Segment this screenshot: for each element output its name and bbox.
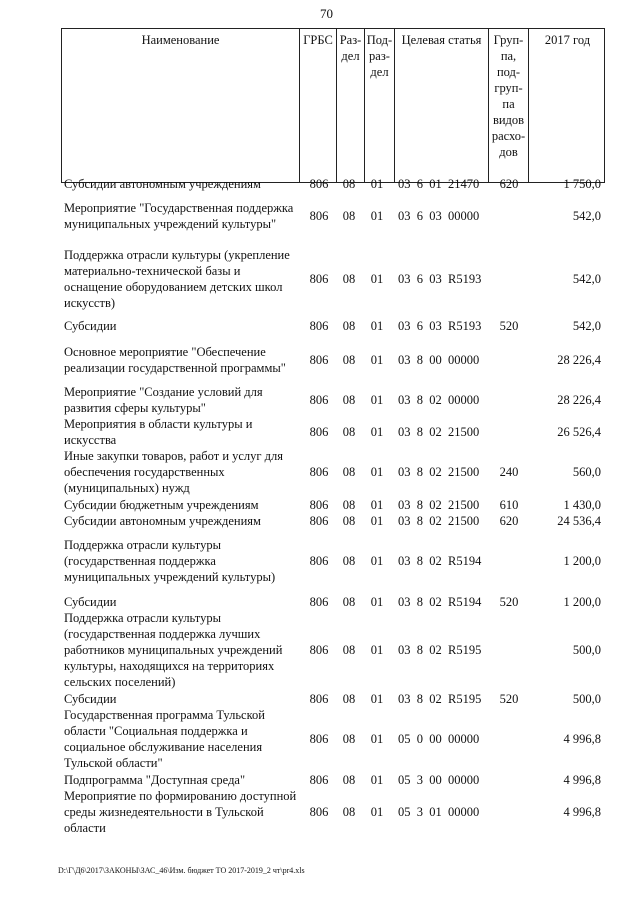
row-grbs: 806 <box>309 595 329 609</box>
row-grbs: 806 <box>309 773 329 787</box>
table-row <box>61 788 605 836</box>
row-value: 1 200,0 <box>563 595 601 609</box>
row-razdel: 08 <box>342 272 356 286</box>
table-row <box>61 691 605 707</box>
table-row <box>61 176 605 192</box>
row-grbs: 806 <box>309 514 329 528</box>
row-cs: 03 8 02 R5195 <box>398 643 482 657</box>
row-cs: 03 8 02 21500 <box>398 514 480 528</box>
row-cs: 03 8 02 R5194 <box>398 554 482 568</box>
row-grbs: 806 <box>309 643 329 657</box>
row-vr: 520 <box>499 319 519 333</box>
row-cs: 05 3 01 00000 <box>398 805 480 819</box>
row-grbs: 806 <box>309 177 329 191</box>
row-value: 4 996,8 <box>563 805 601 819</box>
row-vr <box>491 772 527 788</box>
row-grbs: 806 <box>309 554 329 568</box>
row-value: 4 996,8 <box>563 773 601 787</box>
row-vr <box>491 537 527 585</box>
table-row <box>61 448 605 496</box>
row-grbs: 806 <box>309 465 329 479</box>
header-cs: Целевая статья <box>394 29 488 182</box>
row-podrazdel: 01 <box>370 773 384 787</box>
page-number: 70 <box>320 6 333 21</box>
row-name: Субсидии <box>64 319 117 333</box>
row-value: 28 226,4 <box>557 353 601 367</box>
row-name: Мероприятие "Создание условий для развития сферы культуры" <box>64 385 263 415</box>
row-value: 1 750,0 <box>563 177 601 191</box>
row-value: 560,0 <box>572 465 601 479</box>
row-cs: 03 8 02 21500 <box>398 465 480 479</box>
table-row <box>61 384 605 416</box>
row-grbs: 806 <box>309 425 329 439</box>
row-cs: 03 6 01 21470 <box>398 177 480 191</box>
table-row <box>61 192 605 240</box>
row-value: 4 996,8 <box>563 732 601 746</box>
row-grbs: 806 <box>309 272 329 286</box>
row-value: 24 536,4 <box>557 514 601 528</box>
row-podrazdel: 01 <box>370 514 384 528</box>
row-podrazdel: 01 <box>370 465 384 479</box>
row-cs: 03 8 02 R5195 <box>398 692 482 706</box>
row-name: Субсидии автономным учреждениям <box>64 177 261 191</box>
row-grbs: 806 <box>309 692 329 706</box>
row-value: 26 526,4 <box>557 425 601 439</box>
row-grbs: 806 <box>309 353 329 367</box>
row-value: 1 200,0 <box>563 554 601 568</box>
row-name: Мероприятия в области культуры и искусства <box>64 417 253 447</box>
row-vr: 520 <box>499 692 519 706</box>
row-vr: 610 <box>499 498 519 512</box>
table-row <box>61 513 605 529</box>
row-cs: 03 8 02 21500 <box>398 425 480 439</box>
header-name: Наименование <box>141 33 220 47</box>
table-row <box>61 707 605 771</box>
table-row <box>61 772 605 788</box>
row-cs: 03 8 02 R5194 <box>398 595 482 609</box>
row-cs: 05 3 00 00000 <box>398 773 480 787</box>
row-name: Мероприятие "Государственная поддержка муниципальных учреждений культуры" <box>64 201 294 231</box>
row-name: Поддержка отрасли культуры (государственная поддержка муниципальных учреждений культуры) <box>64 538 276 584</box>
row-razdel: 08 <box>342 554 356 568</box>
table-row <box>61 416 605 448</box>
row-podrazdel: 01 <box>370 425 384 439</box>
table-row <box>61 497 605 513</box>
row-vr <box>491 246 527 312</box>
row-value: 542,0 <box>572 272 601 286</box>
table-row <box>61 344 605 376</box>
row-podrazdel: 01 <box>370 554 384 568</box>
header-razdel: Раз- дел <box>336 29 364 182</box>
row-razdel: 08 <box>342 177 356 191</box>
row-value: 500,0 <box>572 643 601 657</box>
row-vr <box>491 610 527 690</box>
table-row <box>61 610 605 690</box>
row-podrazdel: 01 <box>370 805 384 819</box>
row-cs: 03 6 03 R5193 <box>398 319 482 333</box>
row-razdel: 08 <box>342 353 356 367</box>
row-name: Подпрограмма "Доступная среда" <box>64 773 246 787</box>
row-grbs: 806 <box>309 805 329 819</box>
row-razdel: 08 <box>342 692 356 706</box>
row-cs: 03 8 02 21500 <box>398 498 480 512</box>
row-cs: 05 0 00 00000 <box>398 732 480 746</box>
row-podrazdel: 01 <box>370 177 384 191</box>
header-grbs: ГРБС <box>299 29 336 182</box>
row-vr: 620 <box>499 514 519 528</box>
row-razdel: 08 <box>342 732 356 746</box>
row-razdel: 08 <box>342 465 356 479</box>
row-podrazdel: 01 <box>370 353 384 367</box>
row-podrazdel: 01 <box>370 209 384 223</box>
header-year: 2017 год <box>528 29 606 182</box>
row-podrazdel: 01 <box>370 692 384 706</box>
row-name: Иные закупки товаров, работ и услуг для обеспечения государственных (муниципальных) нужд <box>64 449 284 495</box>
row-vr <box>491 416 527 448</box>
row-podrazdel: 01 <box>370 272 384 286</box>
row-razdel: 08 <box>342 805 356 819</box>
row-razdel: 08 <box>342 514 356 528</box>
row-name: Основное мероприятие "Обеспечение реализации государственной программы" <box>64 345 286 375</box>
header-vr: Груп- па, под- груп- па видов расхо- дов <box>488 29 528 182</box>
table-header <box>61 28 605 183</box>
row-grbs: 806 <box>309 393 329 407</box>
header-podrazdel: Под- раз- дел <box>364 29 394 182</box>
row-razdel: 08 <box>342 595 356 609</box>
table-row <box>61 318 605 334</box>
row-name: Субсидии <box>64 595 117 609</box>
row-razdel: 08 <box>342 498 356 512</box>
table-row <box>61 594 605 610</box>
row-grbs: 806 <box>309 732 329 746</box>
row-vr <box>491 344 527 376</box>
row-vr: 520 <box>499 595 519 609</box>
row-razdel: 08 <box>342 425 356 439</box>
row-vr: 240 <box>499 465 519 479</box>
row-name: Мероприятие по формированию доступной среды жизнедеятельности в Тульской области <box>64 789 297 835</box>
row-podrazdel: 01 <box>370 393 384 407</box>
row-name: Поддержка отрасли культуры (укрепление материально-технической базы и оснащение оборудованием детских школ искусств) <box>64 248 290 310</box>
row-vr <box>491 192 527 240</box>
row-vr: 620 <box>499 177 519 191</box>
row-value: 1 430,0 <box>563 498 601 512</box>
row-podrazdel: 01 <box>370 595 384 609</box>
row-name: Государственная программа Тульской области "Социальная поддержка и социальное обслуживание населения Тульской области" <box>64 708 265 770</box>
row-name: Поддержка отрасли культуры (государственная поддержка лучших работников муниципальных учреждений культуры, находящихся на территориях сельских поселений) <box>64 611 283 689</box>
row-razdel: 08 <box>342 643 356 657</box>
row-podrazdel: 01 <box>370 498 384 512</box>
row-name: Субсидии автономным учреждениям <box>64 514 261 528</box>
row-value: 542,0 <box>572 209 601 223</box>
row-podrazdel: 01 <box>370 732 384 746</box>
row-name: Субсидии <box>64 692 117 706</box>
file-path-footer: D:\Г\Д6\2017\ЗАКОНЫ\ЗАС_46\Изм. бюджет ТО 2017-2019_2 чт\pr4.xls <box>58 866 305 875</box>
row-vr <box>491 788 527 836</box>
row-razdel: 08 <box>342 393 356 407</box>
row-razdel: 08 <box>342 209 356 223</box>
row-cs: 03 6 03 00000 <box>398 209 480 223</box>
row-razdel: 08 <box>342 773 356 787</box>
row-value: 500,0 <box>572 692 601 706</box>
row-cs: 03 8 00 00000 <box>398 353 480 367</box>
row-razdel: 08 <box>342 319 356 333</box>
row-grbs: 806 <box>309 319 329 333</box>
row-podrazdel: 01 <box>370 319 384 333</box>
row-podrazdel: 01 <box>370 643 384 657</box>
row-vr <box>491 384 527 416</box>
row-grbs: 806 <box>309 209 329 223</box>
table-row <box>61 537 605 585</box>
table-row <box>61 246 605 312</box>
row-vr <box>491 707 527 771</box>
row-grbs: 806 <box>309 498 329 512</box>
row-cs: 03 6 03 R5193 <box>398 272 482 286</box>
row-value: 542,0 <box>572 319 601 333</box>
row-value: 28 226,4 <box>557 393 601 407</box>
row-name: Субсидии бюджетным учреждениям <box>64 498 259 512</box>
row-cs: 03 8 02 00000 <box>398 393 480 407</box>
